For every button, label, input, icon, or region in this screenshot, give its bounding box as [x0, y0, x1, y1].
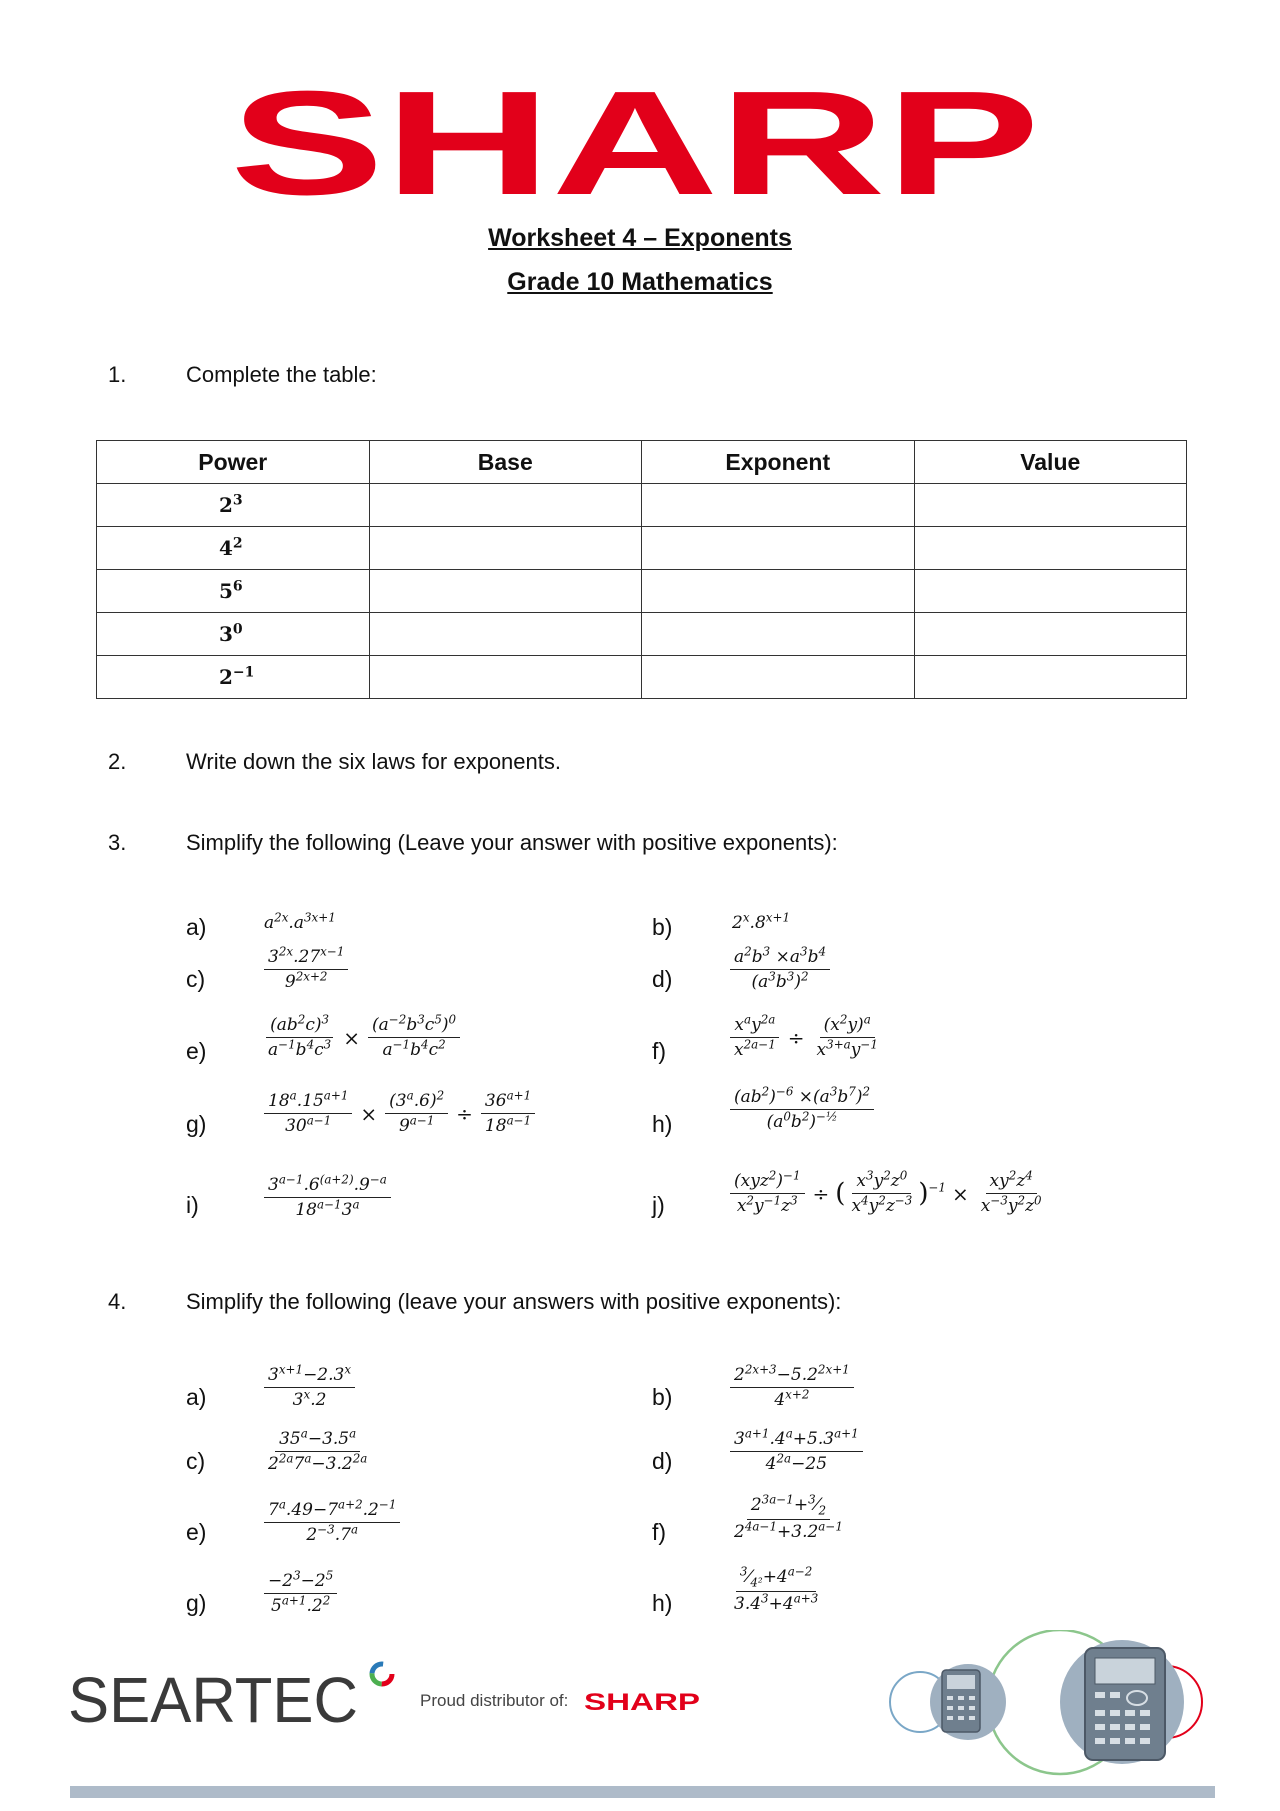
- answer-cell[interactable]: [914, 656, 1187, 699]
- math-expression: $\frac{(xyz^2)^{-1}}{x^2y^{-1}z^3}$ ÷ ( $\frac{x^3y^2z^0}{x^4y^2z^{-3}}$ )$^{-1}$ × $\frac{xy^2z^4}{x^{-3}y^2z^0}$: [728, 1172, 1048, 1215]
- part-label: h): [652, 1111, 673, 1137]
- answer-cell[interactable]: [369, 570, 642, 613]
- part-label: a): [186, 1384, 207, 1410]
- table-row: [97, 613, 1187, 656]
- answer-cell[interactable]: [369, 656, 642, 699]
- math-expression: $\frac{-2^3-2^5}{5^{a+1}.2^2}$: [262, 1572, 339, 1615]
- table-row: [97, 484, 1187, 527]
- question-text: Complete the table:: [186, 362, 377, 387]
- answer-cell[interactable]: [914, 570, 1187, 613]
- part-label: c): [186, 966, 206, 992]
- distributor-tagline: Proud distributor of:: [420, 1691, 569, 1710]
- power-cell: $2^{-1}$: [97, 656, 370, 699]
- sharp-logo: [225, 82, 1045, 207]
- part-label: f): [652, 1519, 667, 1545]
- math-expression: $\frac{18^a.15^{a+1}}{30^{a-1}}$ × $\frac{(3^a.6)^2}{9^{a-1}}$ ÷ $\frac{36^{a+1}}{18^{a-1}}$: [262, 1092, 537, 1135]
- table-header-row: [97, 441, 1187, 484]
- question-text: Write down the six laws for exponents.: [186, 749, 561, 774]
- math-expression: $2^x.8^{x+1}$: [732, 910, 791, 933]
- question-number: 4.: [108, 1289, 127, 1314]
- calculator-graphic: [880, 1630, 1220, 1780]
- answer-cell[interactable]: [369, 613, 642, 656]
- part-label: d): [652, 966, 673, 992]
- answer-cell[interactable]: [914, 613, 1187, 656]
- worksheet-subtitle: Grade 10 Mathematics: [507, 268, 773, 296]
- power-cell: $4^2$: [97, 527, 370, 570]
- answer-cell[interactable]: [642, 570, 915, 613]
- footer-bar: [70, 1786, 1215, 1798]
- math-expression: $\frac{3^{2x}.27^{x-1}}{9^{2x+2}}$: [262, 948, 350, 991]
- answer-cell[interactable]: [642, 527, 915, 570]
- answer-cell[interactable]: [369, 527, 642, 570]
- part-label: e): [186, 1038, 207, 1064]
- part-label: a): [186, 914, 207, 940]
- math-expression: $\frac{3^{a-1}.6^{(a+2)}.9^{-a}}{18^{a-1}3^a}$: [262, 1176, 393, 1219]
- column-header: Power: [97, 441, 370, 484]
- part-label: b): [652, 914, 673, 940]
- answer-cell[interactable]: [642, 484, 915, 527]
- math-expression: $\frac{35^a-3.5^a}{2^{2a}7^a-3.2^{2a}}$: [268, 1426, 368, 1474]
- question-number: 3.: [108, 830, 127, 855]
- math-expression: $\frac{2^{2x+3}-5.2^{2x+1}}{4^{x+2}}$: [728, 1366, 856, 1409]
- calculator-icon: [1085, 1648, 1165, 1760]
- math-expression: $\frac{x^ay^{2a}}{x^{2a-1}}$ ÷ $\frac{(x^2y)^a}{x^{3+a}y^{-1}}$: [728, 1016, 884, 1059]
- power-cell: $2^3$: [97, 484, 370, 527]
- seartec-logo-text: SEARTEC: [68, 1664, 358, 1732]
- power-cell: $5^6$: [97, 570, 370, 613]
- math-expression: $\frac{(ab^2c)^3}{a^{-1}b^4c^3}$ × $\frac{(a^{-2}b^3c^5)^0}{a^{-1}b^4c^2}$: [262, 1016, 462, 1059]
- calculator-icon: [942, 1670, 980, 1732]
- table-row: [97, 570, 1187, 613]
- question-text: Simplify the following (Leave your answer with positive exponents):: [186, 830, 838, 855]
- answer-cell[interactable]: [914, 527, 1187, 570]
- answer-cell[interactable]: [642, 613, 915, 656]
- math-expression: $\frac{3^{x+1}-2.3^x}{3^x.2}$: [262, 1366, 357, 1409]
- part-label: g): [186, 1111, 207, 1137]
- table-row: [97, 527, 1187, 570]
- part-label: d): [652, 1448, 673, 1474]
- math-expression: $a^{2x}.a^{3x+1}$: [264, 910, 336, 933]
- math-expression: $\frac{^3⁄_{4^2}+4^{a-2}}{3.4^3+4^{a+3}}$: [734, 1564, 819, 1615]
- column-header: Base: [369, 441, 642, 484]
- part-label: h): [652, 1590, 673, 1616]
- part-label: e): [186, 1519, 207, 1545]
- part-label: b): [652, 1384, 673, 1410]
- column-header: Exponent: [642, 441, 915, 484]
- question-number: 2.: [108, 749, 127, 774]
- part-label: c): [186, 1448, 206, 1474]
- answer-cell[interactable]: [914, 484, 1187, 527]
- answer-cell[interactable]: [642, 656, 915, 699]
- column-header: Value: [914, 441, 1187, 484]
- math-expression: $\frac{(ab^2)^{-6} \times(a^3b^7)^2}{(a^0b^2)^{-\frac{1}{2}}}$: [728, 1088, 876, 1131]
- power-cell: $3^0$: [97, 613, 370, 656]
- sharp-small-logo: [584, 1688, 702, 1714]
- powers-table: [96, 440, 1187, 699]
- math-expression: $\frac{2^{3a-1}+^3⁄_2}{2^{4a-1}+3.2^{a-1}}$: [734, 1492, 843, 1543]
- part-label: g): [186, 1590, 207, 1616]
- math-expression: $\frac{3^{a+1}.4^a+5.3^{a+1}}{4^{2a}-25}$: [728, 1430, 865, 1473]
- question-number: 1.: [108, 362, 127, 387]
- sharp-logo-text: SHARP: [230, 82, 1040, 207]
- sharp-small-logo-text: SHARP: [584, 1689, 700, 1714]
- worksheet-title: Worksheet 4 – Exponents: [488, 224, 792, 252]
- part-label: j): [652, 1192, 665, 1218]
- table-row: [97, 656, 1187, 699]
- seartec-ring-icon: [372, 1664, 392, 1684]
- math-expression: $\frac{a^2b^3 \times a^3b^4}{(a^3b^3)^2}$: [728, 948, 832, 991]
- part-label: i): [186, 1192, 199, 1218]
- question-text: Simplify the following (leave your answers with positive exponents):: [186, 1289, 842, 1314]
- math-expression: $\frac{7^a.49-7^{a+2}.2^{-1}}{2^{-3}.7^a}$: [262, 1501, 402, 1544]
- part-label: f): [652, 1038, 667, 1064]
- seartec-logo: [68, 1652, 403, 1732]
- answer-cell[interactable]: [369, 484, 642, 527]
